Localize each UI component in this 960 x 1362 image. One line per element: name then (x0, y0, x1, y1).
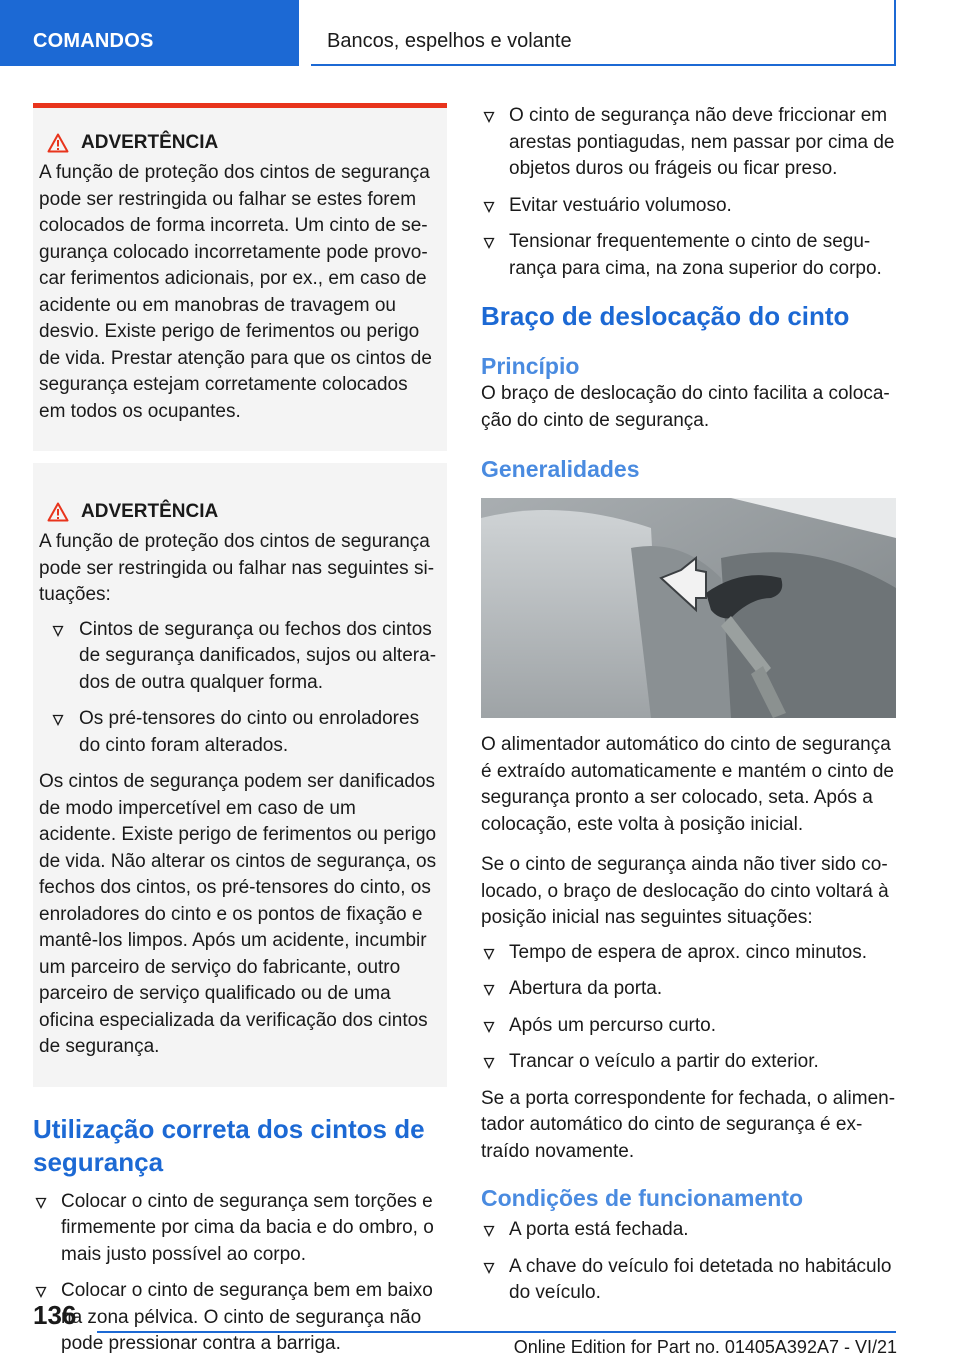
triangle-bullet-icon (483, 1262, 495, 1274)
list-item: Tempo de espera de aprox. cinco minutos. (481, 940, 896, 967)
warning-text: Os cintos de segurança podem ser danificados de modo impercetível em caso de um acidente. Existe perigo de ferimentos ou perigo de vida. Não alterar os cintos de segurança, os fechos dos cintos, os pré-tensores do cinto, os enroladores do cinto e os pontos de fixação e mantê-los limpos. Após um acidente, incumbir um parceiro de serviço do fabricante, outro parceiro de serviço qualificado ou de uma oficina especializada da verificação dos cintos de segurança. (39, 771, 437, 1057)
warning-triangle-icon (47, 502, 69, 522)
conditions-list (481, 1217, 896, 1307)
triangle-bullet-icon (483, 1021, 495, 1033)
warning-box-1 (33, 103, 447, 451)
list-item: A porta está fechada. (481, 1217, 896, 1244)
triangle-bullet-icon (483, 201, 495, 213)
general-text-1: O alimentador automático do cinto de segurança é extraído automaticamente e mantém o cinto de segurança pronto a ser colocado, seta. Após a colocação, este volta à posição inicial. (481, 734, 894, 835)
warning-text: A função de proteção dos cintos de segurança pode ser restringida ou falhar se estes forem colocados de forma incorreta. Um cinto de segurança colocado incorretamente pode provocar ferimentos adicionais, por ex., em caso de acidente ou em manobras de travagem ou desvio. Existe perigo de ferimentos ou perigo de vida. Prestar atenção para que os cintos de segurança estejam corretamente colocados em todos os ocupantes. (39, 162, 432, 422)
triangle-bullet-icon (483, 984, 495, 996)
subheading-principle: Princípio (481, 353, 580, 379)
warning-intro: A função de proteção dos cintos de segurança pode ser restringida ou falhar nas seguintes situações: (39, 531, 435, 605)
list-item: Colocar o cinto de segurança sem torções e firmemente por cima da bacia e do ombro, o mais justo possível ao corpo. (33, 1189, 447, 1269)
list-item: A chave do veículo foi detetada no habitáculo do veículo. (481, 1254, 896, 1307)
footer-divider (97, 1331, 896, 1333)
warning-box-2 (33, 463, 447, 1087)
belt-feeder-photo (481, 498, 896, 718)
usage-list-continued (481, 103, 896, 282)
warning-title: ADVERTÊNCIA (39, 132, 437, 154)
header-chapter-box (311, 0, 896, 66)
right-column (481, 103, 896, 1317)
general-text-3: Se a porta correspondente for fechada, o alimentador automático do cinto de segurança é extraído novamente. (481, 1087, 896, 1162)
page-number: 136 (33, 1300, 77, 1330)
triangle-bullet-icon (483, 948, 495, 960)
left-column (33, 103, 447, 1362)
list-item: O cinto de segurança não deve friccionar em arestas pontiagudas, nem passar por cima de objetos duros ou frágeis ou ficar preso. (481, 103, 896, 183)
warning-triangle-icon (47, 133, 69, 153)
triangle-bullet-icon (483, 237, 495, 249)
general-list (481, 940, 896, 1076)
triangle-bullet-icon (35, 1286, 47, 1298)
footer-edition: Online Edition for Part no. 01405A392A7 - VI/21 (513, 1337, 897, 1357)
triangle-bullet-icon (52, 625, 64, 637)
header-chapter-label: Bancos, espelhos e volante (327, 30, 572, 52)
triangle-bullet-icon (52, 714, 64, 726)
list-item: Colocar o cinto de segurança bem em baixo na zona pélvica. O cinto de segurança não pode pressionar contra a barriga. (33, 1278, 447, 1358)
list-item: Os pré-tensores do cinto ou enroladores do cinto foram alterados. (39, 706, 437, 759)
warning-list (39, 617, 437, 760)
list-item: Cintos de segurança ou fechos dos cintos de segurança danificados, sujos ou alterados de outra qualquer forma. (39, 617, 437, 697)
section-heading-usage: Utilização correta dos cintos de segurança (33, 1113, 425, 1177)
general-text-2: Se o cinto de segurança ainda não tiver sido colocado, o braço de deslocação do cinto voltará à posição inicial nas seguintes situações: (481, 854, 889, 928)
triangle-bullet-icon (483, 111, 495, 123)
header-section-tab (0, 0, 299, 66)
list-item: Após um percurso curto. (481, 1013, 896, 1040)
list-item: Tensionar frequentemente o cinto de segurança para cima, na zona superior do corpo. (481, 229, 896, 282)
principle-text: O braço de deslocação do cinto facilita a colocação do cinto de segurança. (481, 383, 890, 431)
triangle-bullet-icon (483, 1057, 495, 1069)
section-heading-belt-arm: Braço de deslocação do cinto (481, 301, 850, 331)
list-item: Evitar vestuário volumoso. (481, 193, 896, 220)
header-section-label: COMANDOS (33, 30, 154, 52)
list-item: Trancar o veículo a partir do exterior. (481, 1049, 896, 1076)
warning-title: ADVERTÊNCIA (39, 501, 437, 523)
subheading-conditions: Condições de funcionamento (481, 1185, 804, 1211)
triangle-bullet-icon (483, 1225, 495, 1237)
subheading-general: Generalidades (481, 456, 640, 482)
triangle-bullet-icon (35, 1197, 47, 1209)
list-item: Abertura da porta. (481, 976, 896, 1003)
